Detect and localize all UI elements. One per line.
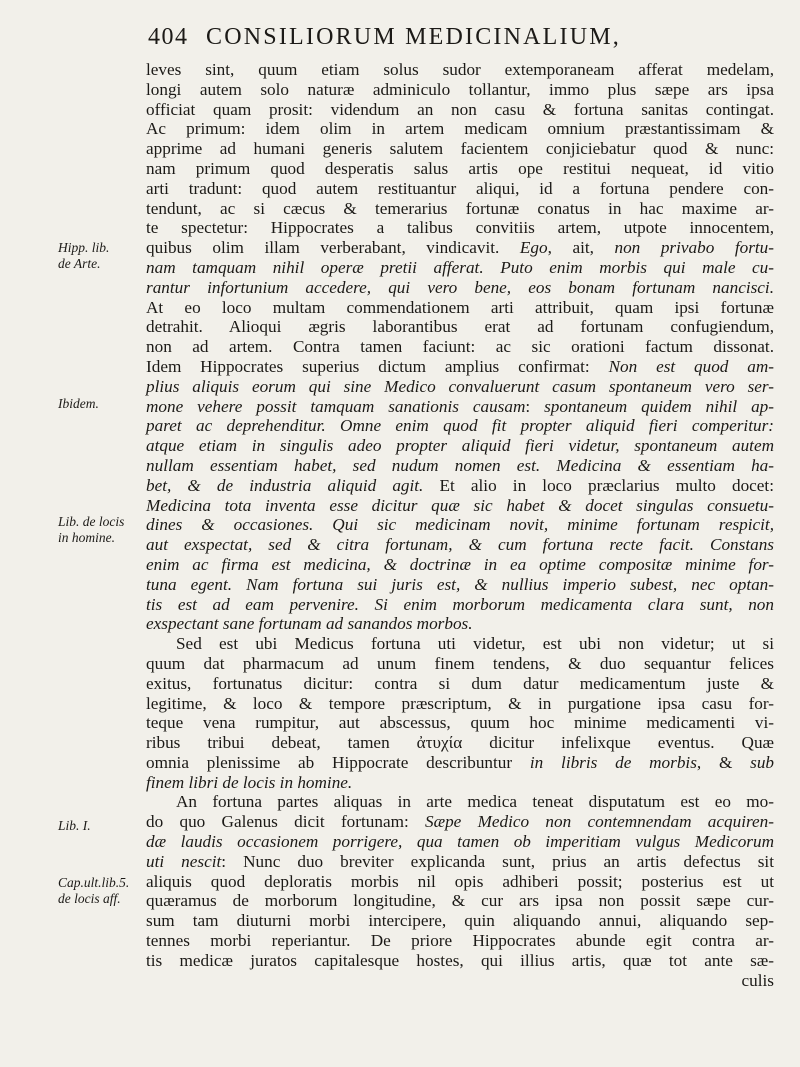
italic-run: Non est quod am- bbox=[608, 356, 774, 376]
text-line bbox=[146, 971, 774, 991]
italic-run: sub bbox=[750, 752, 775, 772]
margin-note-line: de locis aff. bbox=[58, 891, 121, 906]
margin-note-line: Lib. I. bbox=[58, 818, 91, 833]
text-run: culis bbox=[741, 970, 774, 990]
italic-run: rantur infortunium accedere, qui vero bene, eos bonam fortunam nancisci. bbox=[146, 277, 774, 297]
margin-note-line: Ibidem. bbox=[58, 396, 99, 411]
margin-note bbox=[58, 875, 144, 907]
text-run: do quo Galenus dicit fortunam: bbox=[146, 812, 426, 832]
margin-note-line: in homine. bbox=[58, 530, 115, 545]
text-line bbox=[146, 119, 774, 139]
text-line bbox=[146, 555, 774, 575]
text-line bbox=[146, 951, 774, 971]
text-line bbox=[146, 416, 774, 436]
text-line bbox=[146, 298, 774, 318]
running-header bbox=[148, 24, 788, 54]
text-run: aliquis quod deploratis morbis nil opis adhiberi possit; posterius est ut bbox=[146, 871, 774, 891]
margin-note-line: Lib. de locis bbox=[58, 514, 125, 529]
text-run: quibus olim illam verberabant, vindicavit. bbox=[146, 238, 520, 258]
text-run: ribus tribui debeat, tamen ἀτυχία dicitur infelixque eventus. Quæ bbox=[146, 733, 774, 753]
text-run: sum tam diuturni morbi intercipere, quin aliquando annui, aliquando sep- bbox=[146, 911, 774, 931]
text-line bbox=[146, 60, 774, 80]
italic-run: Medicina tota inventa esse dicitur quæ sic habet & docet singulas consuetu- bbox=[146, 495, 774, 515]
text-run: non ad artem. Contra tamen faciunt: ac sic orationi factum dissonat. bbox=[146, 337, 774, 357]
italic-run: dines & occasiones. Qui sic medicinam novit, minime fortunam respicit, bbox=[146, 515, 774, 535]
text-run: teque vena rumpitur, aut abscessus, quum hoc minime medicamenti vi- bbox=[146, 713, 774, 733]
text-line bbox=[146, 575, 774, 595]
italic-run: Ego bbox=[519, 238, 548, 258]
italic-run: nam tamquam nihil operæ pretii afferat. Puto enim morbis qui male cu- bbox=[146, 257, 774, 277]
text-run: Et alio in loco præclarius multo docet: bbox=[423, 475, 774, 495]
text-line bbox=[146, 159, 774, 179]
text-run: , ait, bbox=[547, 238, 615, 258]
margin-note bbox=[58, 396, 144, 412]
italic-run: spontaneum quidem nihil ap- bbox=[544, 396, 774, 416]
text-line bbox=[146, 100, 774, 120]
text-run: leves sint, quum etiam solus sudor extemporaneam afferat medelam, bbox=[146, 60, 774, 79]
italic-run: non privabo fortu- bbox=[614, 238, 774, 258]
text-run: : bbox=[525, 396, 545, 416]
text-line bbox=[146, 674, 774, 694]
text-line bbox=[146, 199, 774, 219]
body-text bbox=[146, 60, 774, 990]
text-run: tis medicæ juratos capitalesque hostes, qui illius artis, quæ tot ante sæ- bbox=[146, 950, 774, 970]
italic-run: finem libri de locis in homine. bbox=[146, 772, 353, 792]
text-run: Sed est ubi Medicus fortuna uti videtur, est ubi non videtur; ut si bbox=[176, 634, 774, 654]
text-run: quæramus de morborum longitudine, & cur ars ipsa non possit sæpe cur- bbox=[146, 891, 774, 911]
text-line bbox=[146, 614, 774, 634]
text-run: longi autem solo naturæ adminiculo tollantur, immo plus sæpe ars ipsa bbox=[146, 79, 774, 99]
margin-note-line: Cap.ult.lib.5. bbox=[58, 875, 130, 890]
text-line bbox=[146, 377, 774, 397]
text-line bbox=[146, 654, 774, 674]
italic-run: Sæpe Medico non contemnendam acquiren- bbox=[425, 812, 774, 832]
text-line bbox=[146, 238, 774, 258]
running-title: CONSILIORUM MEDICINALIUM, bbox=[206, 24, 621, 50]
margin-note-line: de Arte. bbox=[58, 256, 101, 271]
text-line bbox=[146, 852, 774, 872]
text-line bbox=[146, 357, 774, 377]
text-line bbox=[146, 832, 774, 852]
text-run: te spectetur: Hippocrates a talibus convitiis artem, utpote innocentem, bbox=[146, 218, 774, 238]
text-run: detrahit. Alioqui ægris laborantibus erat ad fortunam confugiendum, bbox=[146, 317, 774, 337]
text-run: An fortuna partes aliquas in arte medica teneat disputatum est eo mo- bbox=[176, 792, 774, 812]
text-line bbox=[146, 634, 774, 654]
text-run: tendunt, ac si cæcus & temerarius fortunæ conatus in hac maxime ar- bbox=[146, 198, 774, 218]
italic-run: in libris de morbis bbox=[529, 752, 697, 772]
italic-run: atque etiam in singulis adeo propter aliquid fieri videtur, spontaneum autem bbox=[146, 436, 774, 456]
text-line bbox=[146, 535, 774, 555]
italic-run: dæ laudis occasionem porrigere, qua tamen ob imperitiam vulgus Medicorum bbox=[146, 832, 774, 852]
text-run: exitus, fortunatus dicitur: contra si dum datur medicamentum juste & bbox=[146, 673, 774, 693]
text-line bbox=[146, 911, 774, 931]
italic-run: aut exspectat, sed & citra fortunam, & cum fortuna recte facit. Constans bbox=[146, 535, 774, 555]
italic-run: mone vehere possit tamquam sanationis causam bbox=[146, 396, 526, 416]
text-line bbox=[146, 179, 774, 199]
text-line bbox=[146, 476, 774, 496]
text-line bbox=[146, 278, 774, 298]
text-run: At eo loco multam commendationem arti attribuit, quam ipsi fortunæ bbox=[146, 297, 774, 317]
italic-run: tuna egent. Nam fortuna sui juris est, & nullius imperio subest, nec optan- bbox=[146, 574, 774, 594]
text-run: omnia plenissime ab Hippocrate describuntur bbox=[146, 752, 530, 772]
text-line bbox=[146, 713, 774, 733]
text-line bbox=[146, 733, 774, 753]
margin-note bbox=[58, 818, 144, 834]
text-run: apprime ad humani generis salutem facientem conjiciebatur quod & nunc: bbox=[146, 139, 774, 159]
text-line bbox=[146, 139, 774, 159]
page-number: 404 bbox=[148, 24, 189, 50]
text-run: : Nunc duo breviter explicanda sunt, prius an artis defectus sit bbox=[221, 851, 774, 871]
text-run: quum dat pharmacum ad unum finem tendens, & duo sequantur felices bbox=[146, 653, 774, 673]
text-line bbox=[146, 812, 774, 832]
text-line bbox=[146, 456, 774, 476]
text-line bbox=[146, 792, 774, 812]
text-line bbox=[146, 80, 774, 100]
text-line bbox=[146, 337, 774, 357]
text-line bbox=[146, 515, 774, 535]
italic-run: tis est ad eam pervenire. Si enim morborum medicamenta clara sunt, non bbox=[146, 594, 774, 614]
text-run: tennes morbi reperiantur. De priore Hippocrates abunde egit contra ar- bbox=[146, 931, 774, 951]
text-line bbox=[146, 317, 774, 337]
italic-run: nullam essentiam habet, sed nudum nomen est. Medicina & essentiam ha- bbox=[146, 455, 774, 475]
text-line bbox=[146, 436, 774, 456]
text-line bbox=[146, 931, 774, 951]
margin-note-line: Hipp. lib. bbox=[58, 240, 110, 255]
text-run: arti tradunt: quod autem restituantur aliqui, id a fortuna pendere con- bbox=[146, 178, 774, 198]
text-run: officiat quam prosit: videndum an non casu & fortuna sanitas contingat. bbox=[146, 99, 774, 119]
text-run: Ac primum: idem olim in artem medicam omnium præstantissimam & bbox=[146, 119, 774, 139]
text-line bbox=[146, 891, 774, 911]
text-line bbox=[146, 258, 774, 278]
italic-run: plius aliquis eorum qui sine Medico convaluerunt casum spontaneum vero ser- bbox=[146, 376, 774, 396]
text-line bbox=[146, 694, 774, 714]
text-line bbox=[146, 753, 774, 773]
text-run: legitime, & loco & tempore præscriptum, & in purgatione ipsa casu for- bbox=[146, 693, 774, 713]
italic-run: enim ac firma est medicina, & doctrinæ in ea optime compositæ minime for- bbox=[146, 554, 774, 574]
text-run: , & bbox=[696, 752, 751, 772]
text-line bbox=[146, 397, 774, 417]
text-run: nam primum quod desperatis salus artis ope restitui nequeat, id vitio bbox=[146, 158, 774, 178]
italic-run: paret ac deprehenditur. Omne enim quod fit propter aliquid fieri comperitur: bbox=[146, 416, 774, 436]
italic-run: bet, & de industria aliquid agit. bbox=[146, 475, 424, 495]
text-line bbox=[146, 496, 774, 516]
italic-run: uti nescit bbox=[146, 851, 222, 871]
margin-note bbox=[58, 514, 144, 546]
italic-run: exspectant sane fortunam ad sanandos morbos. bbox=[146, 614, 473, 634]
text-line bbox=[146, 218, 774, 238]
text-run: Idem Hippocrates superius dictum amplius confirmat: bbox=[146, 356, 609, 376]
text-line bbox=[146, 773, 774, 793]
text-line bbox=[146, 872, 774, 892]
text-line bbox=[146, 595, 774, 615]
margin-note bbox=[58, 240, 144, 272]
